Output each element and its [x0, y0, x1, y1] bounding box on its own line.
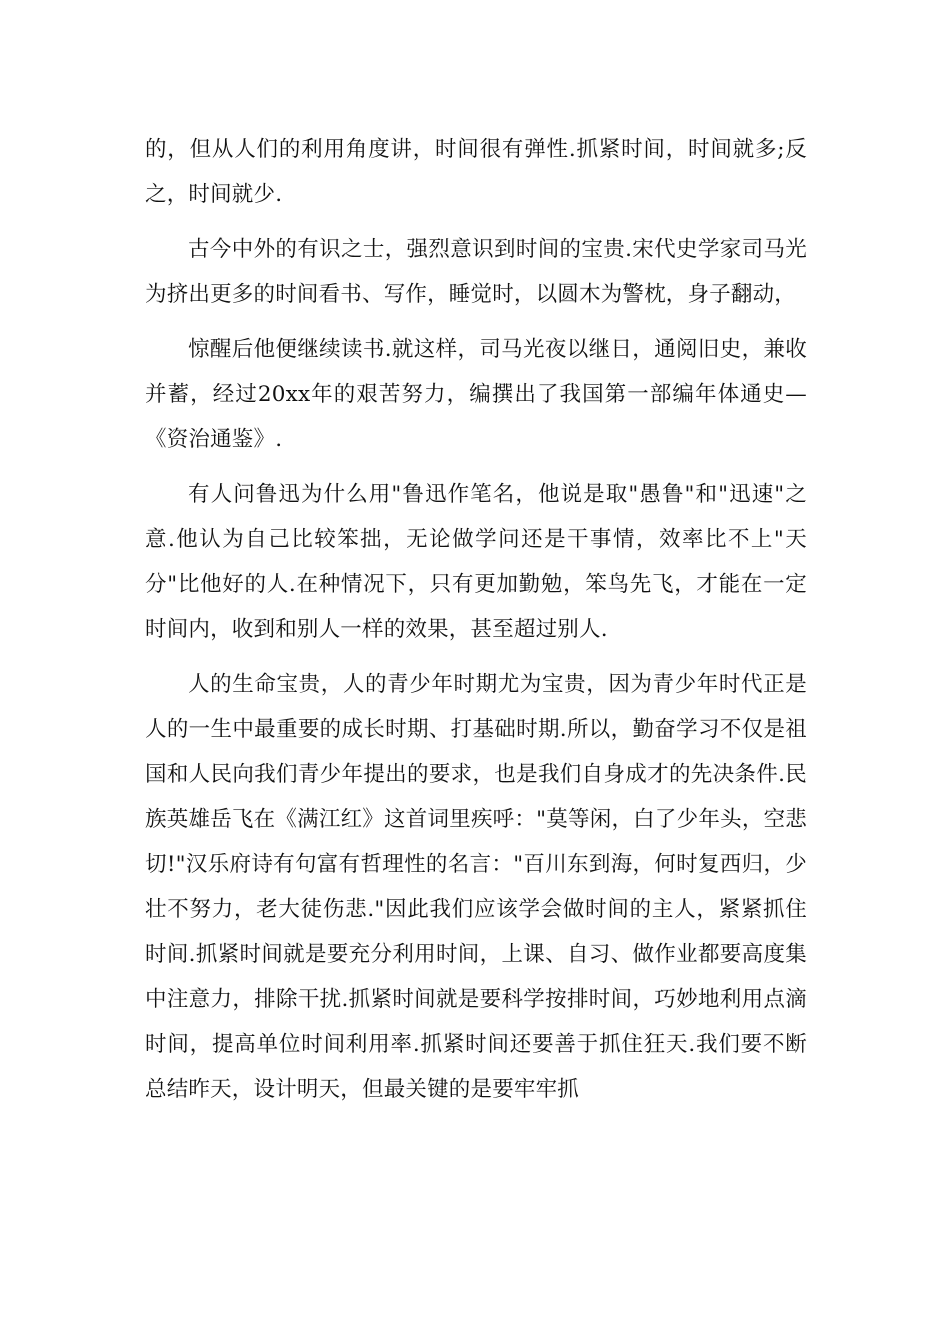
paragraph-2: 古今中外的有识之士，强烈意识到时间的宝贵.宋代史学家司马光为挤出更多的时间看书、写作，睡觉时，以圆木为警枕，身子翻动， [145, 237, 807, 307]
paragraph-5: 人的生命宝贵，人的青少年时期尤为宝贵，因为青少年时代正是人的一生中最重要的成长时期、打基础时期.所以，勤奋学习不仅是祖国和人民向我们青少年提出的要求，也是我们自身成才的先决条件.民族英雄岳飞在《满江红》这首词里疾呼："莫等闲，白了少年头，空悲切!"汉乐府诗有句富有哲理性的名言："百川东到海，何时复西归，少壮不努力，老大徒伤悲."因此我们应该学会做时间的主人，紧紧抓住时间.抓紧时间就是要充分利用时间，上课、自习、做作业都要高度集中注意力，排除干扰.抓紧时间就是要科学按排时间，巧妙地利用点滴时间，提高单位时间利用率.抓紧时间还要善于抓住狂天.我们要不断总结昨天，设计明天，但最关键的是要牢牢抓 [145, 672, 807, 1102]
paragraph-1: 的，但从人们的利用角度讲，时间很有弹性.抓紧时间，时间就多;反之，时间就少. [145, 137, 807, 207]
paragraph-3: 惊醒后他便继续读书.就这样，司马光夜以继日，通阅旧史，兼收并蓄，经过20xx年的艰苦努力，编撰出了我国第一部编年体通史—《资治通鉴》. [145, 337, 807, 452]
paragraph-4: 有人问鲁迅为什么用"鲁迅作笔名，他说是取"愚鲁"和"迅速"之意.他认为自己比较笨拙，无论做学问还是干事情，效率比不上"天分"比他好的人.在种情况下，只有更加勤勉，笨鸟先飞，才能在一定时间内，收到和别人一样的效果，甚至超过别人. [145, 482, 807, 642]
document-body [145, 127, 807, 1122]
